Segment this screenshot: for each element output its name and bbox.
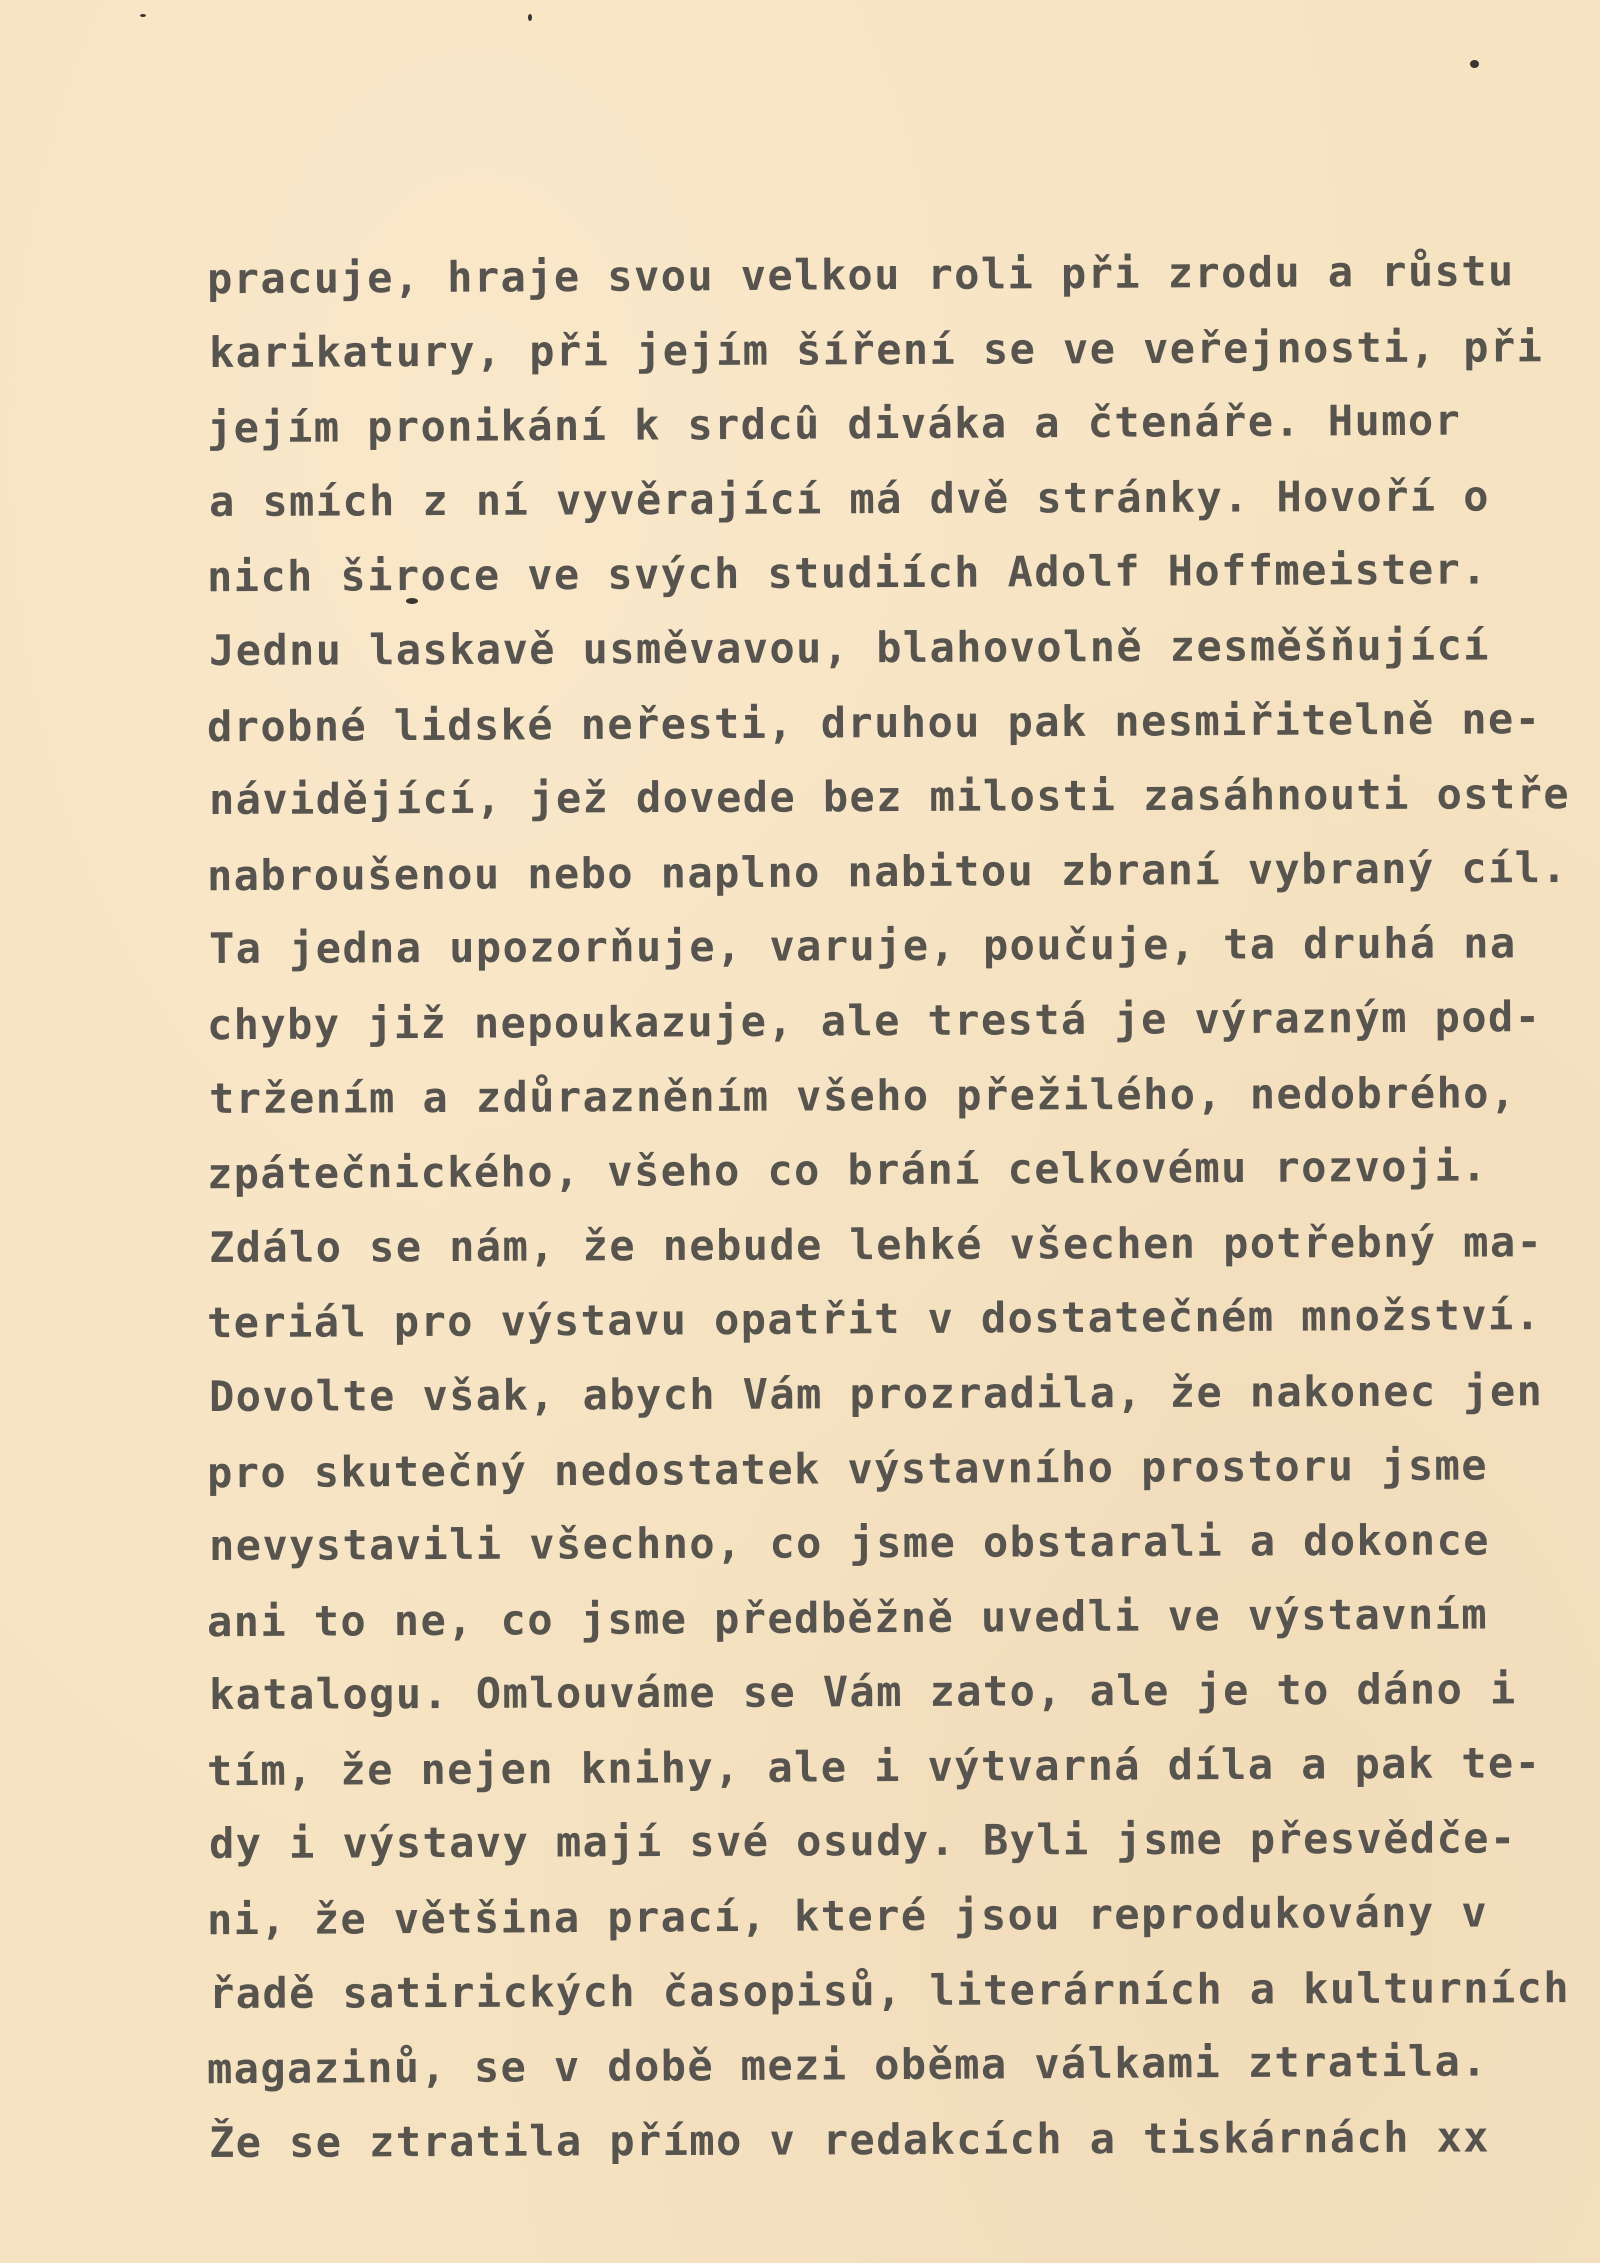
text-line: ani to ne, co jsme předběžně uvedli ve výstavním [206,1589,1489,1646]
text-line: Ta jedna upozorňuje, varuje, poučuje, ta druhá na [208,918,1517,974]
text-line: dy i výstavy mají své osudy. Byli jsme přesvědče- [208,1813,1517,1869]
text-line: karikatury, při jejím šíření se ve veřejnosti, při [208,321,1544,377]
text-line: a smích z ní vyvěrající má dvě stránky. Hovoří o [208,471,1491,526]
text-line: ni, že většina prací, které jsou reprodukovány v [206,1887,1489,1945]
typed-text-body [206,238,1600,2177]
text-line: Dovolte však, abych Vám prozradila, že nakonec jen [208,1366,1544,1421]
text-line: řadě satirických časopisů, literárních a kulturních [208,1962,1571,2018]
text-line: návidějící, jež dovede bez milosti zasáhnouti ostře [208,769,1571,825]
ink-speck [528,14,532,21]
text-line: tržením a zdůrazněním všeho přežilého, nedobrého, [208,1067,1517,1123]
ink-speck [140,14,146,17]
text-line: chyby již nepoukazuje, ale trestá je výrazným pod- [206,992,1542,1050]
text-line: zpátečnického, všeho co brání celkovému rozvoji. [206,1141,1489,1199]
text-line: katalogu. Omlouváme se Vám zato, ale je to dáno i [208,1664,1517,1720]
text-line: nich široce ve svých studiích Adolf Hoffmeister. [206,544,1489,602]
text-line: teriál pro výstavu opatřit v dostatečném množství. [206,1290,1542,1348]
text-line: pracuje, hraje svou velkou roli při zrodu a růstu [206,246,1515,304]
text-line: Zdálo se nám, že nebude lehké všechen potřebný ma- [208,1216,1544,1272]
text-line: pro skutečný nedostatek výstavního prostoru jsme [206,1439,1489,1497]
text-line: jejím pronikání k srdcû diváka a čtenáře. Humor [206,395,1462,453]
text-line: drobné lidské neřesti, druhou pak nesmiřitelně ne- [206,693,1542,751]
text-line: Jednu laskavě usměvavou, blahovolně zesměšňující [208,620,1491,676]
text-line: tím, že nejen knihy, ale i výtvarná díla a pak te- [206,1737,1542,1796]
ink-speck [1470,60,1479,68]
text-line: nevystavili všechno, co jsme obstarali a dokonce [208,1515,1491,1571]
text-line: Že se ztratila přímo v redakcích a tiskárnách xx [208,2112,1491,2167]
text-line: nabroušenou nebo naplno nabitou zbraní vybraný cíl. [206,842,1569,901]
text-line: magazinů, se v době mezi oběma válkami ztratila. [206,2036,1489,2094]
